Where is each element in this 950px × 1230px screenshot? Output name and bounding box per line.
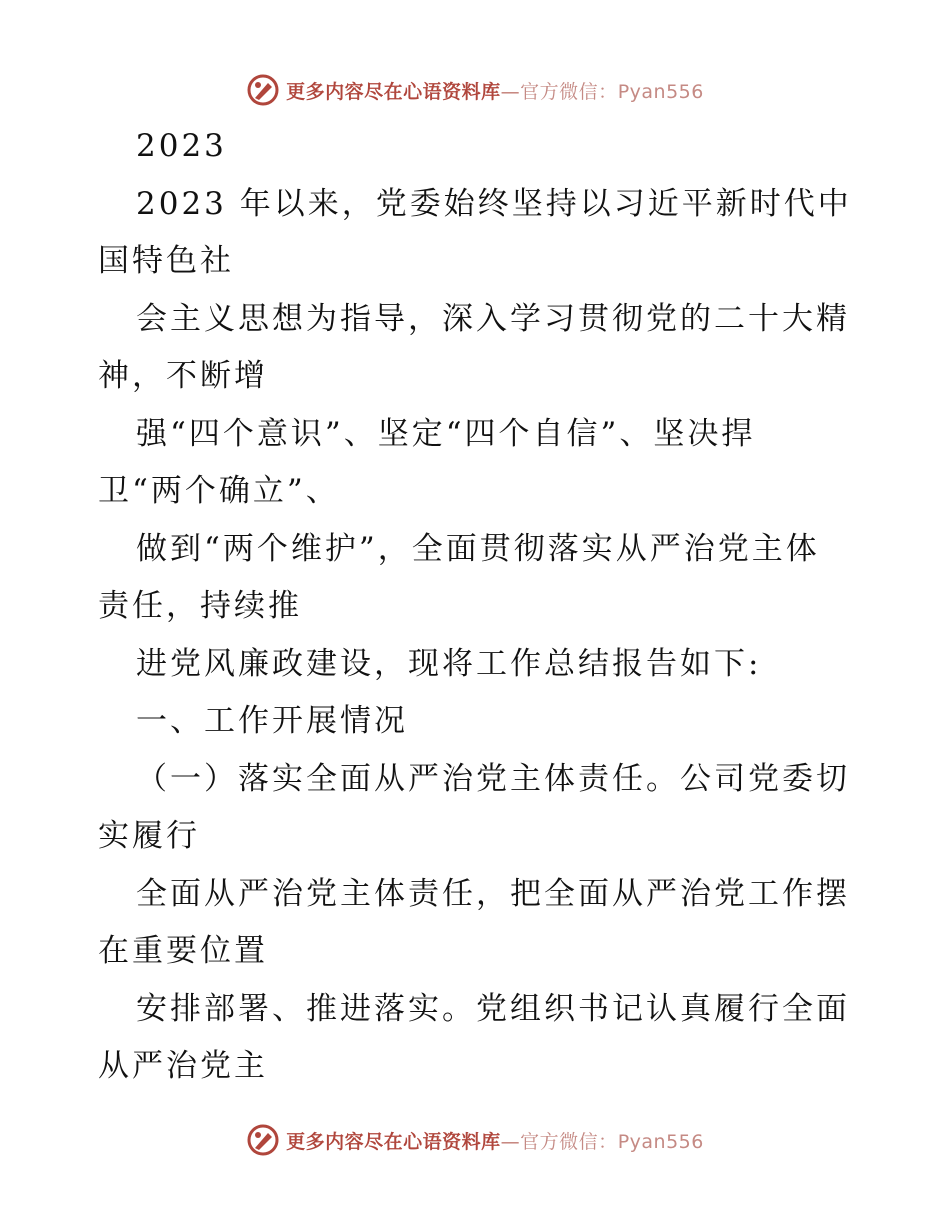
text-line-content: 会主义思想为指导，深入学习贯彻党的二十大精 xyxy=(136,300,850,337)
banner-lead: 更多内容尽在心语资料库 xyxy=(286,1130,501,1153)
text-line-content: 强“四个意识”、坚定“四个自信”、坚决捍 xyxy=(136,415,756,452)
text-line xyxy=(98,406,858,464)
text-line-content: 从严治党主 xyxy=(98,1048,268,1084)
text-line xyxy=(98,636,858,694)
text-line-content: 国特色社 xyxy=(98,243,234,279)
text-line-content: 2023 xyxy=(136,128,227,164)
text-line-content: 全面从严治党主体责任，把全面从严治党工作摆 xyxy=(136,875,850,912)
text-line xyxy=(98,463,858,521)
text-line-content: 神，不断增 xyxy=(98,358,268,394)
text-line xyxy=(98,348,858,406)
banner-text xyxy=(286,1127,704,1154)
text-line xyxy=(98,578,858,636)
header-banner xyxy=(0,70,950,110)
footer-banner xyxy=(0,1120,950,1160)
document-body xyxy=(98,118,858,1096)
text-line xyxy=(98,521,858,579)
text-line-content: 2023 年以来，党委始终坚持以习近平新时代中 xyxy=(136,185,852,222)
text-line xyxy=(98,751,858,809)
banner-text xyxy=(286,77,704,104)
banner-dash: — xyxy=(500,80,521,103)
text-line xyxy=(98,866,858,924)
text-line-content: 实履行 xyxy=(98,818,200,854)
banner-wechat-label: 官方微信： xyxy=(520,1130,618,1153)
text-line xyxy=(98,233,858,291)
text-line-content: 进党风廉政建设，现将工作总结报告如下: xyxy=(136,645,762,682)
pen-nib-seal-icon xyxy=(246,73,280,107)
banner-lead: 更多内容尽在心语资料库 xyxy=(286,80,501,103)
banner-wechat-label: 官方微信： xyxy=(520,80,618,103)
text-line xyxy=(98,291,858,349)
text-line xyxy=(98,118,858,176)
text-line xyxy=(98,981,858,1039)
text-line-content: 在重要位置 xyxy=(98,933,268,969)
banner-dash: — xyxy=(500,1130,521,1153)
text-line xyxy=(98,176,858,234)
text-line xyxy=(98,923,858,981)
text-line-content: 安排部署、推进落实。党组织书记认真履行全面 xyxy=(136,990,850,1027)
text-line-content: （一）落实全面从严治党主体责任。公司党委切 xyxy=(136,760,850,797)
banner-wechat-id: Pyan556 xyxy=(617,80,704,103)
text-line xyxy=(98,808,858,866)
pen-nib-seal-icon xyxy=(246,1123,280,1157)
text-line-content: 做到“两个维护”，全面贯彻落实从严治党主体 xyxy=(136,530,820,567)
text-line xyxy=(98,1038,858,1096)
banner-wechat-id: Pyan556 xyxy=(617,1130,704,1153)
text-line-content: 卫“两个确立”、 xyxy=(98,473,340,509)
text-line-content: 一、工作开展情况 xyxy=(136,703,408,739)
text-line xyxy=(98,693,858,751)
text-line-content: 责任，持续推 xyxy=(98,588,302,624)
